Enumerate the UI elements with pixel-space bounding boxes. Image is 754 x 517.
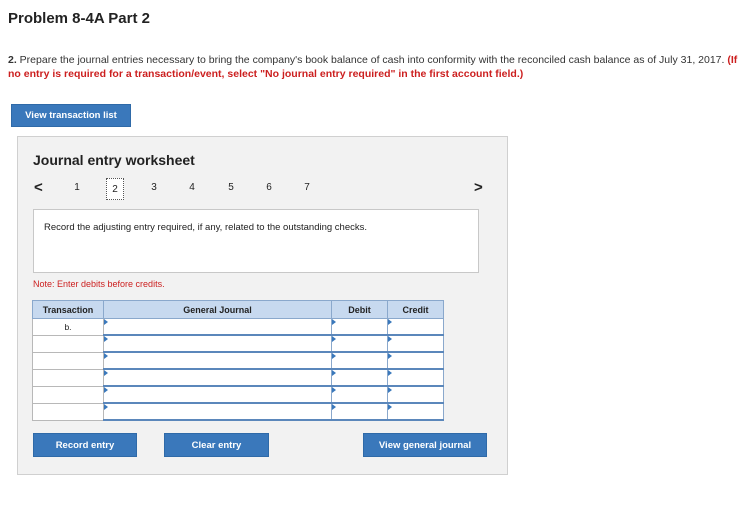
page-6-button[interactable]: 6 xyxy=(266,182,272,193)
account-input[interactable] xyxy=(104,369,332,386)
account-input[interactable] xyxy=(104,352,332,369)
page-title: Problem 8-4A Part 2 xyxy=(8,10,150,27)
worksheet-pager xyxy=(18,177,507,201)
debit-input[interactable] xyxy=(332,352,388,369)
account-input[interactable] xyxy=(104,403,332,420)
journal-entry-worksheet xyxy=(17,136,508,475)
input-marker-icon xyxy=(388,336,392,342)
record-entry-button[interactable]: Record entry xyxy=(33,433,137,457)
input-marker-icon xyxy=(332,353,336,359)
account-input[interactable] xyxy=(104,386,332,403)
table-row xyxy=(33,369,444,386)
entry-prompt: Record the adjusting entry required, if any, related to the outstanding checks. xyxy=(33,209,479,273)
table-row xyxy=(33,319,444,336)
header-general-journal: General Journal xyxy=(104,301,332,319)
page-2-button[interactable]: 2 xyxy=(106,178,124,200)
table-row xyxy=(33,403,444,420)
input-marker-icon xyxy=(388,404,392,410)
transaction-cell: b. xyxy=(33,319,104,336)
debit-input[interactable] xyxy=(332,369,388,386)
credit-input[interactable] xyxy=(388,386,444,403)
account-input[interactable] xyxy=(104,319,332,336)
view-general-journal-button[interactable]: View general journal xyxy=(363,433,487,457)
transaction-cell xyxy=(33,386,104,403)
page-5-button[interactable]: 5 xyxy=(228,182,234,193)
input-marker-icon xyxy=(104,370,108,376)
debit-input[interactable] xyxy=(332,319,388,336)
transaction-cell xyxy=(33,403,104,420)
clear-entry-button[interactable]: Clear entry xyxy=(164,433,269,457)
input-marker-icon xyxy=(332,319,336,325)
account-input[interactable] xyxy=(104,335,332,352)
input-marker-icon xyxy=(104,387,108,393)
input-marker-icon xyxy=(332,387,336,393)
chevron-right-icon[interactable]: > xyxy=(474,179,483,196)
transaction-cell xyxy=(33,335,104,352)
input-marker-icon xyxy=(332,404,336,410)
credit-input[interactable] xyxy=(388,369,444,386)
table-row xyxy=(33,386,444,403)
instruction-warning: (If no entry is required for a transaction/event, select "No journal entry required" in the first account field.) xyxy=(8,54,738,80)
worksheet-title: Journal entry worksheet xyxy=(33,152,195,168)
credit-input[interactable] xyxy=(388,352,444,369)
input-marker-icon xyxy=(332,370,336,376)
instruction-text: Prepare the journal entries necessary to bring the company's book balance of cash into conformity with the reconciled cash balance as of July 31, 2017. xyxy=(16,54,728,66)
transaction-cell xyxy=(33,352,104,369)
page-4-button[interactable]: 4 xyxy=(189,182,195,193)
chevron-left-icon[interactable]: < xyxy=(34,179,43,196)
input-marker-icon xyxy=(104,404,108,410)
debit-input[interactable] xyxy=(332,335,388,352)
input-marker-icon xyxy=(388,319,392,325)
page-7-button[interactable]: 7 xyxy=(304,182,310,193)
journal-table xyxy=(32,300,444,421)
credit-input[interactable] xyxy=(388,319,444,336)
input-marker-icon xyxy=(332,336,336,342)
instruction-number: 2. xyxy=(8,54,17,66)
table-row xyxy=(33,335,444,352)
page-3-button[interactable]: 3 xyxy=(151,182,157,193)
debit-input[interactable] xyxy=(332,386,388,403)
debit-input[interactable] xyxy=(332,403,388,420)
input-marker-icon xyxy=(104,353,108,359)
header-credit: Credit xyxy=(388,301,444,319)
table-row xyxy=(33,352,444,369)
page-1-button[interactable]: 1 xyxy=(74,182,80,193)
input-marker-icon xyxy=(104,319,108,325)
header-debit: Debit xyxy=(332,301,388,319)
input-marker-icon xyxy=(388,353,392,359)
header-transaction: Transaction xyxy=(33,301,104,319)
credit-input[interactable] xyxy=(388,335,444,352)
input-marker-icon xyxy=(104,336,108,342)
input-marker-icon xyxy=(388,387,392,393)
input-marker-icon xyxy=(388,370,392,376)
note-text: Note: Enter debits before credits. xyxy=(33,279,165,289)
transaction-cell xyxy=(33,369,104,386)
credit-input[interactable] xyxy=(388,403,444,420)
instructions xyxy=(8,53,738,81)
view-transaction-list-button[interactable]: View transaction list xyxy=(11,104,131,127)
